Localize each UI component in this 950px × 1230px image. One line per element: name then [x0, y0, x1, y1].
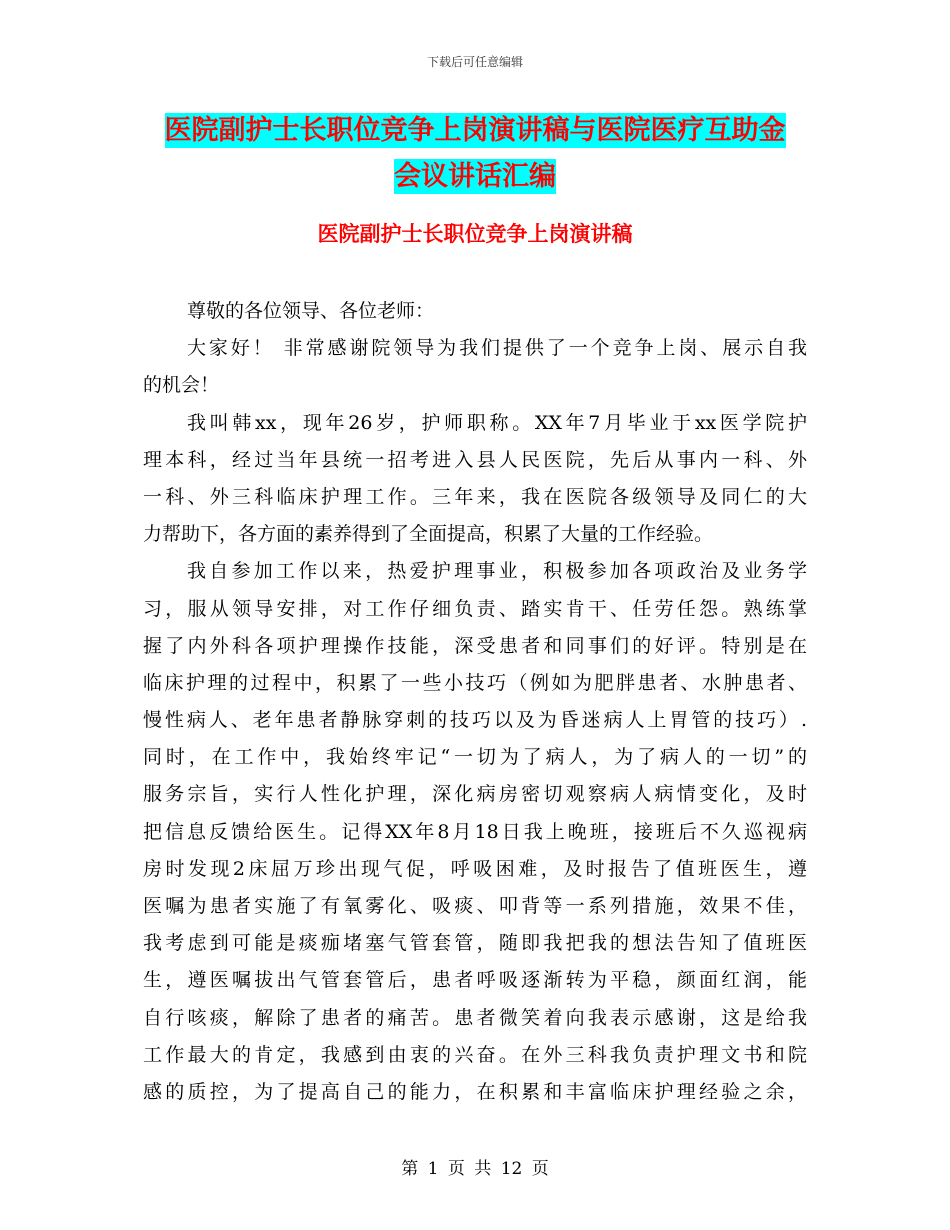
- speech-body: [143, 293, 807, 1111]
- body-line: 工作最大的肯定，我感到由衷的兴奋。在外三科我负责护理文书和院: [143, 1043, 807, 1066]
- body-line: 握了内外科各项护理操作技能，深受患者和同事们的好评。特别是在: [143, 634, 807, 657]
- body-line: 习，服从领导安排，对工作仔细负责、踏实肯干、任劳任怨。熟练掌: [143, 597, 807, 620]
- document-title-line1: 医院副护士长职位竞争上岗演讲稿与医院医疗互助金: [164, 115, 786, 146]
- body-line: 服务宗旨，实行人性化护理，深化病房密切观察病人病情变化，及时: [143, 783, 807, 806]
- body-line: 慢性病人、老年患者静脉穿刺的技巧以及为昏迷病人上胃管的技巧）.: [143, 709, 807, 732]
- body-line: 一科、外三科临床护理工作。三年来，我在医院各级领导及同仁的大: [143, 485, 807, 508]
- body-line: 同时，在工作中，我始终牢记“一切为了病人，为了病人的一切”的: [143, 746, 807, 769]
- body-line: 临床护理的过程中，积累了一些小技巧（例如为肥胖患者、水肿患者、: [143, 671, 807, 694]
- body-line: 力帮助下，各方面的素养得到了全面提高，积累了大量的工作经验。: [143, 523, 714, 546]
- document-title-line2: 会议讲话汇编: [394, 161, 556, 192]
- body-line: 生，遵医嘱拔出气管套管后，患者呼吸逐渐转为平稳，颜面红润，能: [143, 969, 807, 992]
- body-line: 我叫韩xx，现年26岁，护师职称。XX年7月毕业于xx医学院护: [187, 411, 807, 434]
- body-line: 自行咳痰，解除了患者的痛苦。患者微笑着向我表示感谢，这是给我: [143, 1006, 807, 1029]
- section-title: 医院副护士长职位竞争上岗演讲稿: [317, 222, 633, 246]
- body-line: 大家好！ 非常感谢院领导为我们提供了一个竞争上岗、展示自我: [187, 337, 807, 360]
- body-line: 医嘱为患者实施了有氧雾化、吸痰、叩背等一系列措施，效果不佳，: [143, 895, 807, 917]
- body-line: 感的质控，为了提高自己的能力，在积累和丰富临床护理经验之余，: [143, 1080, 807, 1103]
- body-line: 房时发现2床屈万珍出现气促，呼吸困难，及时报告了值班医生，遵: [143, 857, 807, 880]
- document-title: [150, 108, 800, 200]
- body-line: 我自参加工作以来，热爱护理事业，积极参加各项政治及业务学: [187, 560, 807, 583]
- body-line: 把信息反馈给医生。记得XX年8月18日我上晚班，接班后不久巡视病: [143, 820, 807, 843]
- body-line: 的机会！: [143, 374, 220, 397]
- page-footer: 第 1 页 共 12 页: [401, 1159, 549, 1179]
- body-line: 理本科，经过当年县统一招考进入县人民医院，先后从事内一科、外: [143, 448, 807, 471]
- salutation-line: 尊敬的各位领导、各位老师：: [187, 300, 435, 322]
- body-line: 我考虑到可能是痰痂堵塞气管套管，随即我把我的想法告知了值班医: [143, 932, 807, 955]
- page-header-note: 下载后可任意编辑: [426, 55, 523, 69]
